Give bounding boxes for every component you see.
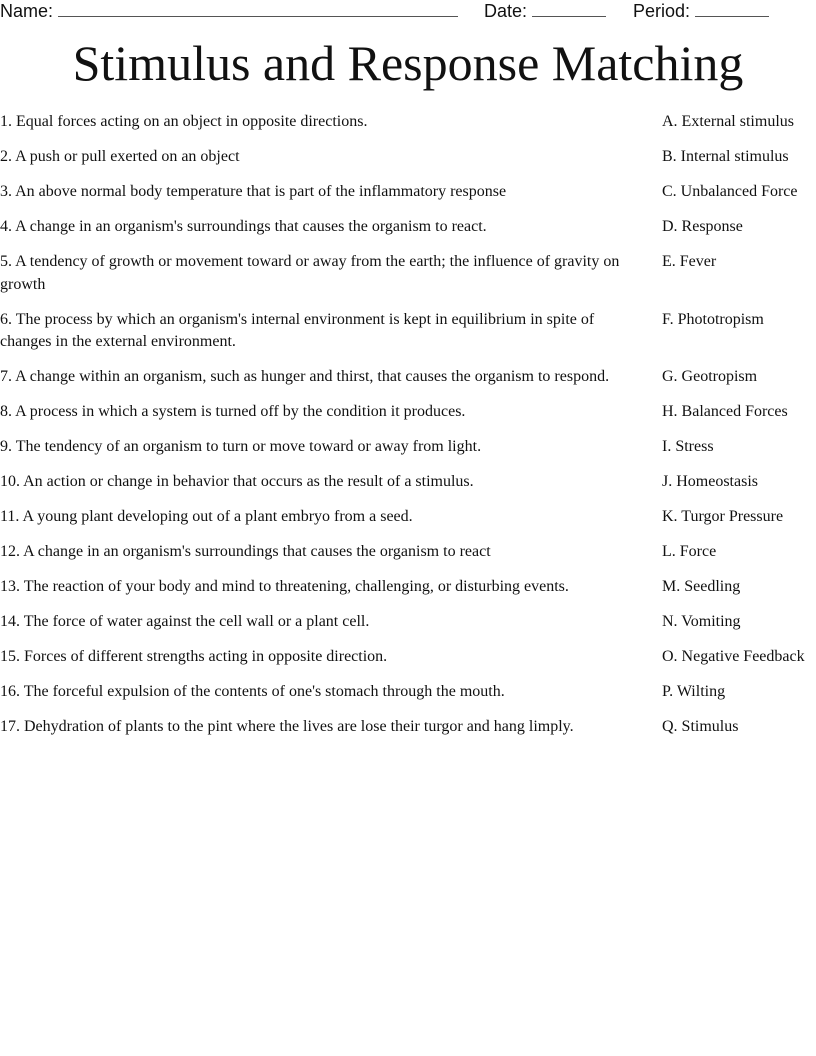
answer-term: A. External stimulus <box>662 113 794 130</box>
list-item <box>0 251 816 296</box>
list-item <box>0 436 816 459</box>
list-item <box>0 646 816 669</box>
worksheet-header <box>0 0 816 24</box>
page-title: Stimulus and Response Matching <box>72 35 744 91</box>
clue-text: 15. Forces of different strengths acting in opposite direction. <box>0 648 388 665</box>
list-item <box>0 181 816 204</box>
list-item <box>0 716 816 739</box>
list-item <box>0 111 816 134</box>
clue-text: 7. A change within an organism, such as hunger and thirst, that causes the organism to respond. <box>0 368 610 385</box>
clue-text: 10. An action or change in behavior that occurs as the result of a stimulus. <box>0 473 474 490</box>
answer-term: O. Negative Feedback <box>662 648 805 665</box>
answer-term: C. Unbalanced Force <box>662 183 798 200</box>
answer-term: E. Fever <box>662 253 717 270</box>
clue-text: 3. An above normal body temperature that is part of the inflammatory response <box>0 183 507 200</box>
clue-text: 4. A change in an organism's surroundings that causes the organism to react. <box>0 218 487 235</box>
clue-text: 8. A process in which a system is turned off by the condition it produces. <box>0 403 466 420</box>
list-item <box>0 216 816 239</box>
clue-text: 12. A change in an organism's surroundings that causes the organism to react <box>0 543 491 560</box>
date-blank-line[interactable] <box>532 0 606 17</box>
answer-term: K. Turgor Pressure <box>662 508 784 525</box>
answer-term: F. Phototropism <box>662 310 764 328</box>
name-field[interactable] <box>0 0 458 21</box>
period-blank-line[interactable] <box>695 0 769 17</box>
name-label: Name: <box>0 1 54 21</box>
answer-term: I. Stress <box>662 438 714 455</box>
answer-term: N. Vomiting <box>662 613 741 630</box>
answer-term: P. Wilting <box>662 683 726 700</box>
clue-text: 17. Dehydration of plants to the pint where the lives are lose their turgor and hang limply. <box>0 718 574 735</box>
answer-term: L. Force <box>662 543 717 560</box>
answer-term: H. Balanced Forces <box>662 403 788 420</box>
list-item <box>0 146 816 169</box>
clue-text: 11. A young plant developing out of a plant embryo from a seed. <box>0 508 413 525</box>
clue-text: 13. The reaction of your body and mind to threatening, challenging, or disturbing events. <box>0 578 569 595</box>
list-item <box>0 401 816 424</box>
date-field[interactable] <box>484 0 606 21</box>
date-label: Date: <box>484 1 528 21</box>
matching-list <box>0 111 816 751</box>
list-item <box>0 309 816 354</box>
clue-text: 6. The process by which an organism's internal environment is kept in equilibrium in spite of changes in the external environment. <box>0 310 595 350</box>
list-item <box>0 506 816 529</box>
list-item <box>0 366 816 389</box>
name-blank-line[interactable] <box>58 0 458 17</box>
clue-text: 1. Equal forces acting on an object in opposite directions. <box>0 113 368 130</box>
list-item <box>0 681 816 704</box>
list-item <box>0 611 816 634</box>
list-item <box>0 541 816 564</box>
answer-term: M. Seedling <box>662 578 741 595</box>
list-item <box>0 576 816 599</box>
clue-text: 16. The forceful expulsion of the contents of one's stomach through the mouth. <box>0 683 505 700</box>
answer-term: D. Response <box>662 218 743 235</box>
answer-term: G. Geotropism <box>662 368 758 385</box>
answer-term: J. Homeostasis <box>662 473 758 490</box>
clue-text: 9. The tendency of an organism to turn or move toward or away from light. <box>0 438 482 455</box>
clue-text: 14. The force of water against the cell wall or a plant cell. <box>0 613 370 630</box>
clue-text: 2. A push or pull exerted on an object <box>0 148 240 165</box>
period-field[interactable] <box>633 0 769 21</box>
answer-term: Q. Stimulus <box>662 718 739 735</box>
list-item <box>0 471 816 494</box>
period-label: Period: <box>633 1 691 21</box>
clue-text: 5. A tendency of growth or movement toward or away from the earth; the influence of gravity on growth <box>0 253 620 293</box>
answer-term: B. Internal stimulus <box>662 148 789 165</box>
